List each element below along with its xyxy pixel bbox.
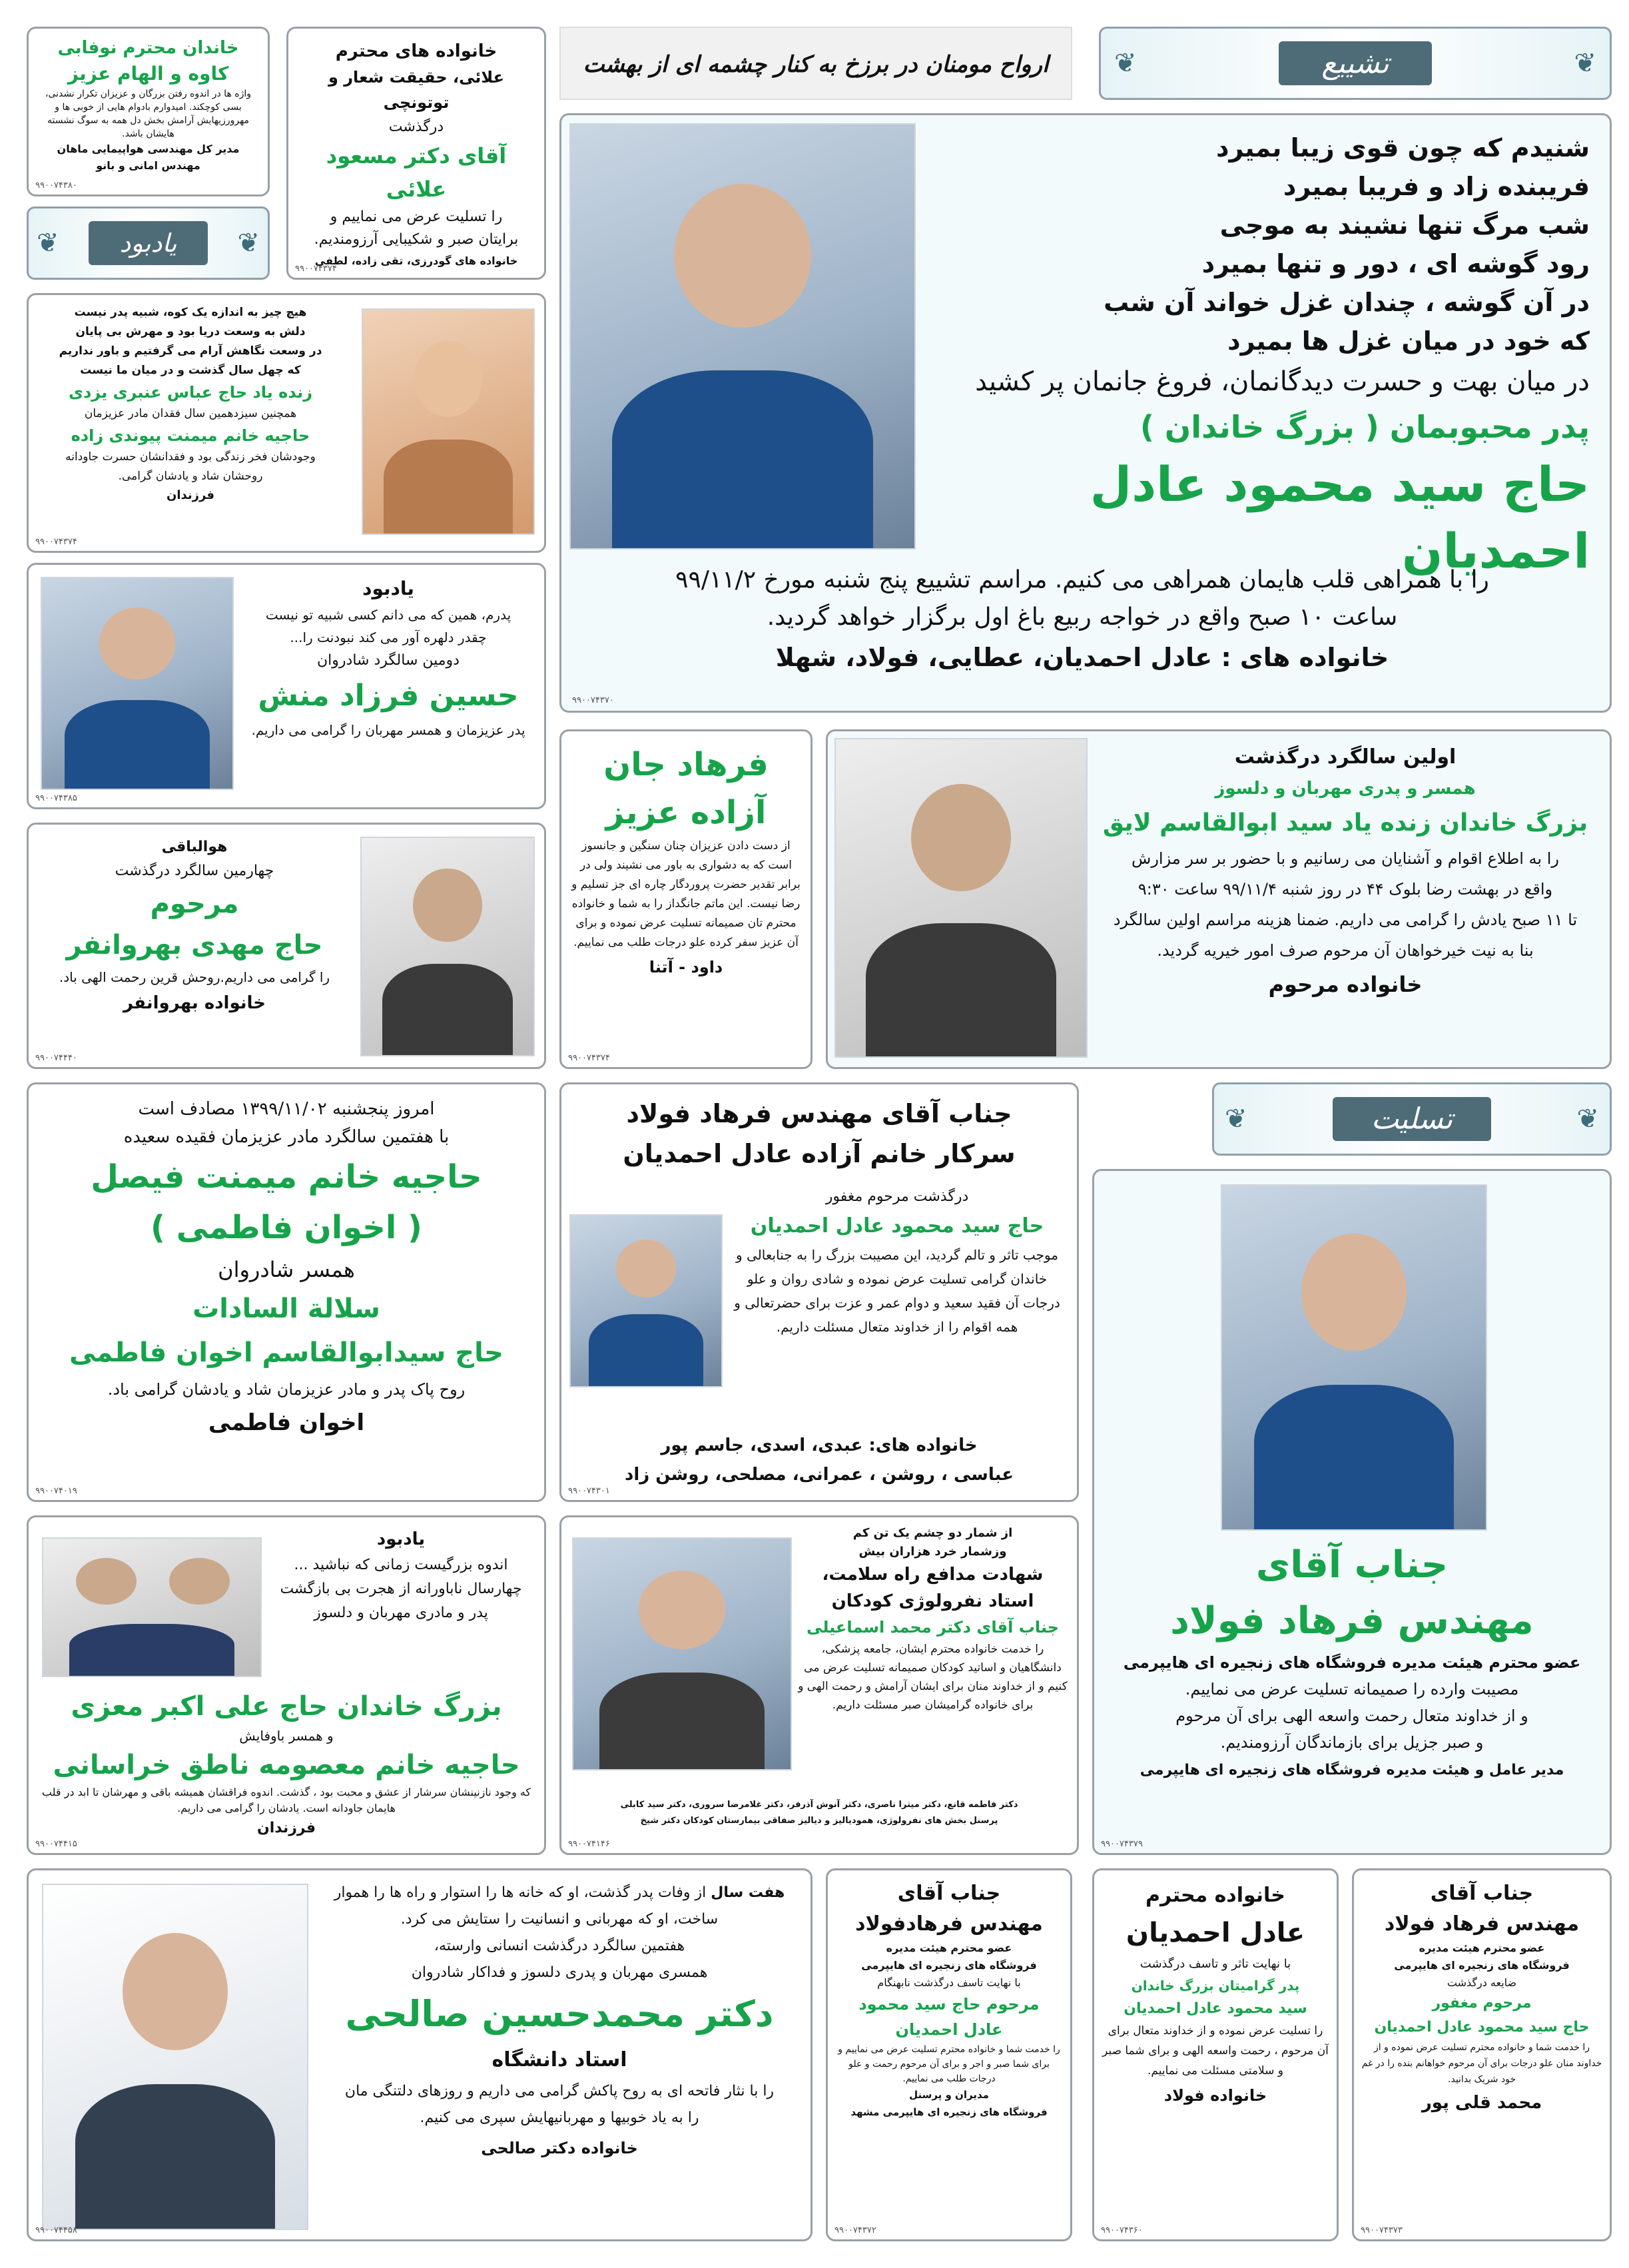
ornament-icon: ❦ [237, 228, 260, 258]
recipient-name: مهندس فرهاد فولاد [1384, 1912, 1580, 1936]
memorial-anbari [27, 293, 546, 553]
notice-text: را به اطلاع اقوام و آشنایان می رسانیم و با حضور بر سر مزارش [1132, 849, 1559, 868]
recipient-name: جناب آقای مهندس فرهاد فولاد [626, 1099, 1012, 1128]
portrait-photo [362, 308, 535, 535]
portrait-photo [360, 837, 535, 1056]
deceased-name: عادل احمدیان [895, 2020, 1003, 2039]
memorial-line: هفتمین سالگرد درگذشت انسانی وارسته، [434, 1938, 685, 1954]
recipient-name: عادل احمدیان [1126, 1918, 1305, 1948]
ad-code: ۹۹۰۰۷۴۳۷۹ [1101, 1839, 1143, 1849]
ornament-icon: ❦ [1114, 48, 1137, 79]
memorial-line: چهارمین سالگرد درگذشت [115, 863, 274, 879]
signer: مدیر کل مهندسی هواپیمایی ماهان [57, 143, 240, 155]
ad-code: ۹۹۰۰۷۴۳۷۳ [1361, 2225, 1403, 2235]
poem-line: در آن گوشه ، چندان غزل خواند آن شب [1104, 288, 1590, 317]
deceased-name: حاج سید محمود عادل احمدیان [1374, 2019, 1590, 2036]
deceased-name: زنده یاد حاج عباس عنبری یزدی [68, 383, 313, 402]
memorial-line-lead: هفت سال [711, 1884, 785, 1901]
memorial-line: همسری مهربان و پدری دلسوز و فداکار شادروان [411, 1964, 708, 1981]
intro-text: در میان بهت و حسرت دیدگانمان، فروغ جانمان پر کشید [975, 366, 1590, 397]
notice-title: یادبود [362, 577, 414, 599]
signer: عباسی ، روشن ، عمرانی، مصلحی، روشن زاد [624, 1465, 1014, 1485]
main-funeral-notice [559, 113, 1612, 713]
deceased-name: حاج سید محمود عادل احمدیان [750, 1214, 1044, 1238]
memorial-moezzi [27, 1515, 546, 1855]
recipient-name: فرهاد جان [603, 746, 769, 783]
ornament-icon: ❦ [37, 228, 59, 258]
memorial-line: را گرامی می داریم.روحش قرین رحمت الهی باد. [59, 969, 330, 985]
notice-text: با نهایت تاثر و تاسف درگذشت [1140, 1957, 1291, 1971]
deceased-name: مرحوم حاج سید محمود [858, 1995, 1040, 2014]
deceased-name: حاج سیدابوالقاسم اخوان فاطمی [69, 1337, 503, 1368]
notice-text: بنا به نیت خیرخواهان آن مرحوم صرف امور خیریه گردید. [1157, 941, 1534, 960]
memorial-line: اندوه بزرگیست زمانی که نباشید ... [294, 1557, 508, 1573]
memorial-line: روح پاک پدر و مادر عزیزمان شاد و یادشان گرامی باد. [107, 1380, 466, 1399]
memorial-line: و همسر باوفایش [239, 1728, 334, 1744]
signer: فرزندان [256, 1820, 316, 1836]
ad-code: ۹۹۰۰۷۴۳۰۱ [568, 1486, 610, 1496]
notice-text: ساعت ۱۰ صبح واقع در خواجه ربیع باغ اول برگزار خواهد گردید. [767, 603, 1398, 631]
notice-text: را خدمت خانواده محترم ایشان، جامعه پزشکی، دانشگاهیان و اساتید کودکان صمیمانه تسلیت عرض می کنیم و از خداوند منان برای ایشان آرامش و رحمت الهی و برای خانواده گرامیشان صبر مسئلت داریم. [798, 1643, 1068, 1712]
memorial-line: پدر و مادری مهربان و دلسوز [314, 1605, 488, 1621]
ad-code: ۹۹۰۰۷۴۴۱۵ [35, 1839, 77, 1849]
deceased-name: حسین فرزاد منش [258, 679, 519, 713]
deceased-name: حاج مهدی بهروانفر [66, 930, 323, 960]
poem-line: شب مرگ تنها نشیند به موجی [1219, 210, 1590, 240]
memorial-line: را با نثار فاتحه ای به روح پاکش گرامی می داریم و روزهای دلتنگی مان [344, 2083, 775, 2099]
signer: خانواده دکتر صالحی [481, 2139, 638, 2157]
deceased-name: حاجیه خانم میمنت پیوندی زاده [71, 426, 310, 445]
memorial-line: هیچ چیز به اندازه یک کوه، شبیه پدر نیست [74, 306, 307, 319]
notice-text: برایتان صبر و شکیبایی آرزومندیم. [314, 231, 519, 248]
ad-code: ۹۹۰۰۷۴۳۸۵ [35, 793, 77, 803]
memorial-line: با هفتمین سالگرد مادر عزیزمان فقیده سعیده [123, 1127, 450, 1147]
deceased-name: مرحوم [150, 889, 239, 919]
memorial-line: دومین سالگرد شادروان [317, 652, 460, 669]
relation-text: پدر محبوبمان ( بزرگ خاندان ) [1140, 409, 1590, 445]
ornament-icon: ❦ [1574, 48, 1596, 79]
portrait-photo [1221, 1184, 1487, 1531]
notice-text: واژه ها در اندوه رفتن بزرگان و عزیزان تکرار نشدنی، بسی کوچکند. امیدوارم بادوام هایی از خوبی ها و مهرورزیهایش آرامش بخش دل همه به سوگ نشسته هایشان باشد. [45, 89, 252, 139]
deceased-name: ( اخوان فاطمی ) [151, 1209, 422, 1246]
ornament-icon: ❦ [1225, 1104, 1247, 1134]
signer: خانواده های گودرزی، تقی زاده، لطفی [314, 254, 518, 267]
deceased-name: جناب آقای دکتر محمد اسماعیلی [807, 1618, 1059, 1637]
recipient-title: جناب آقای [1430, 1882, 1534, 1905]
poem-line: رود گوشه ای ، دور و تنها بمیرد [1201, 249, 1590, 278]
families-signature: خانواده های : عادل احمدیان، عطایی، فولاد، شهلا [775, 643, 1389, 672]
ad-code: ۹۹۰۰۷۴۱۴۶ [568, 1839, 610, 1849]
ad-code: ۹۹۰۰۷۴۳۷۴ [35, 537, 77, 547]
deceased-name: حاجیه خانم میمنت فیصل [91, 1158, 482, 1196]
notice-text: فروشگاه های زنجیره ای هایپرمی [1394, 1959, 1570, 1972]
memorial-farzad-manesh [27, 563, 546, 809]
recipient-title: جناب آقای [897, 1882, 1001, 1905]
signer: خانواده های: عبدی، اسدی، جاسم پور [661, 1435, 978, 1455]
deceased-role: استاد دانشگاه [491, 2048, 627, 2072]
memorial-line: همسر شادروان [218, 1257, 355, 1282]
recipient-name: سرکار خانم آزاده عادل احمدیان [623, 1139, 1016, 1168]
recipient-name: مهندس فرهاد فولاد [1170, 1599, 1534, 1643]
ornament-icon: ❦ [1576, 1104, 1599, 1134]
signer: مدیران و پرسنل [909, 2089, 989, 2101]
memorial-layegh [826, 729, 1612, 1069]
recipient-title: خانواده محترم [1145, 1884, 1285, 1907]
poem-line: شنیدم که چون قوی زیبا بمیرد [1216, 133, 1590, 163]
memorial-line: اولین سالگرد درگذشت [1234, 745, 1457, 769]
notice-text: را تسلیت عرض نموده و از خداوند متعال برای آن مرحوم ، رحمت واسعه الهی و برای شما صبر و سلامتی مسئلت می نماییم. [1102, 2024, 1329, 2078]
notice-text: عضو محترم هیئت مدیره [1419, 1942, 1545, 1954]
deceased-name: پدر گرامیتان بزرگ خاندان [1131, 1978, 1300, 1994]
section-title-tashyi: تشییع [1321, 46, 1389, 81]
couple-photo [42, 1537, 262, 1677]
portrait-photo [569, 123, 916, 550]
portrait-photo [572, 1537, 792, 1770]
notice-text: درگذشت [388, 119, 444, 135]
memorial-salehi [27, 1868, 813, 2241]
notice-text: تا ۱۱ صبح یادش را گرامی می داریم. ضمنا هزینه مراسم اولین سالگرد [1113, 911, 1578, 929]
notice-text: واقع در بهشت رضا بلوک ۴۴ در روز شنبه ۹۹/۱۱/۴ ساعت ۹:۳۰ [1138, 880, 1553, 899]
deceased-name: بزرگ خاندان حاج علی اکبر معزی [71, 1691, 502, 1722]
notice-text: مصیبت وارده را صمیمانه تسلیت عرض می نماییم. [1185, 1680, 1519, 1699]
memorial-line: روحشان شاد و یادشان گرامی. [118, 470, 263, 483]
memorial-line: که چهل سال گذشت و در میان ما نیست [80, 364, 301, 377]
signer: پرسنل بخش های نفرولوژی، همودیالیز و دیالیز صفاقی بیمارستان کودکان دکتر شیخ [640, 1816, 998, 1826]
condolence-farhad-jan [559, 729, 813, 1069]
memorial-line: وجودشان فخر زندگی بود و فقدانشان حسرت جاودانه [65, 450, 316, 464]
notice-text: فروشگاه های زنجیره ای هایپرمی [861, 1959, 1037, 1972]
notice-text: را تسلیت عرض می نماییم و [330, 208, 503, 225]
signer: مهندس امانی و بانو [96, 159, 200, 172]
signer: فرزندان [166, 488, 215, 502]
portrait-photo [834, 738, 1088, 1058]
deceased-name: سید محمود عادل احمدیان [1124, 2000, 1307, 2017]
memorial-line: ساخت، او که مهربانی و انسانیت را ستایش می کرد. [400, 1911, 719, 1928]
notice-text: را خدمت شما و خانواده محترم تسلیت عرض می نماییم و برای شما صبر و اجر و برای آن مرحوم رحمت و علو درجات طلب می نماییم. [838, 2044, 1060, 2084]
memorial-behravanfar [27, 823, 546, 1069]
memorial-line: پدر عزیزمان و همسر مهربان را گرامی می داریم. [251, 722, 525, 738]
recipient-name: مهندس فرهادفولاد [855, 1912, 1043, 1936]
notice-title: یادبود [376, 1529, 426, 1549]
section-banner-yadbood [27, 206, 270, 280]
memorial-line: که وجود نازنینشان سرشار از عشق و محبت بود ، گذشت. اندوه فراقشان همیشه باقی و مهرشان تا ابد در قلب هایمان جاودانه است. یادشان را گرامی می داریم. [41, 1786, 531, 1814]
memorial-line: پدرم، همین که می دانم کسی شبیه تو نیست [265, 607, 511, 623]
notice-text: را خدمت شما و خانواده محترم تسلیت عرض نموده و از خداوند منان علو درجات برای آن مرحوم خواهانم بنده را در غم خود شریک بدانید. [1361, 2042, 1602, 2085]
ad-code: ۹۹۰۰۷۴۳۶۰ [1101, 2225, 1143, 2235]
memorial-line: از شمار دو چشم یک تن کم [852, 1526, 1013, 1540]
notice-title: علائی، حقیقت شعار و توتونچی [328, 68, 505, 112]
signer: دکتر فاطمه قانع، دکتر میترا ناصری، دکتر آنوش آذرفر، دکتر غلامرضا سروری، دکتر سید کابلی [620, 1800, 1018, 1810]
memorial-line: هوالباقی [161, 839, 228, 855]
notice-text: درگذشت مرحوم مغفور [825, 1188, 969, 1205]
memorial-line: را به یاد خوبیها و مهربانیهایش سپری می کنیم. [420, 2109, 699, 2126]
memorial-line: امروز پنجشنبه ۱۳۹۹/۱۱/۰۲ مصادف است [138, 1099, 435, 1119]
section-banner-tashyi [1099, 27, 1612, 100]
memorial-line: استاد نفرولوژی کودکان [831, 1591, 1034, 1611]
memorial-line: وزشمار خرد هزاران بیش [858, 1545, 1007, 1559]
signer: داود - آتنا [649, 958, 723, 976]
notice-text: با نهایت تاسف درگذشت نابهنگام [877, 1976, 1021, 1989]
deceased-name: بزرگ خاندان زنده یاد سید ابوالقاسم لایق [1102, 809, 1588, 837]
deceased-name: سلالة السادات [192, 1294, 380, 1324]
signer: خانواده مرحوم [1268, 972, 1423, 997]
poem-line: که خود در میان غزل ها بمیرد [1227, 326, 1590, 356]
signer: فروشگاه های زنجیره ای هایپرمی مشهد [850, 2106, 1048, 2118]
poem-line: فریبنده زاد و فریبا بمیرد [1283, 172, 1590, 201]
memorial-line: دلش به وسعت دریا بود و مهرش بی پایان [75, 325, 306, 338]
portrait-photo [41, 577, 234, 790]
notice-title: خاندان محترم نوفابی [57, 38, 239, 58]
deceased-name: آقای دکتر مسعود علائی [326, 143, 507, 202]
notice-names: کاوه و الهام عزیز [67, 63, 229, 85]
section-title-tasliat: تسلیت [1371, 1102, 1453, 1136]
ad-code: ۹۹۰۰۷۴۴۵۸ [35, 2225, 77, 2235]
memorial-line: شهادت مدافع راه سلامت، [822, 1565, 1044, 1585]
portrait-photo [42, 1884, 308, 2230]
ad-code: ۹۹۰۰۷۴۳۷۲ [834, 2225, 876, 2235]
ad-code: ۹۹۰۰۷۴۳۷۰ [572, 695, 614, 705]
section-banner-tasliat [1212, 1082, 1612, 1156]
condolence-adel-family [1092, 1868, 1339, 2241]
deceased-name: مرحوم مغفور [1432, 1995, 1532, 2012]
memorial-line: همچنین سیزدهمین سال فقدان مادر عزیزمان [84, 407, 297, 420]
signer: خانواده بهروانفر [123, 993, 266, 1013]
memorial-line: در وسعت نگاهش آرام می گرفتیم و باور نداریم [59, 344, 322, 358]
notice-title: خانواده های محترم [335, 41, 497, 61]
memorial-line: چقدر دلهره آور می کند نبودنت را... [290, 629, 487, 645]
condolence-esmaeili [559, 1515, 1079, 1855]
recipient-title: جناب آقای [1255, 1543, 1449, 1587]
memorial-line: از وفات پدر گذشت، او که خانه ها را استوار و راه ها را هموار [334, 1884, 707, 1901]
deceased-name: حاج سید محمود عادل احمدیان [1090, 456, 1590, 579]
signer: مدیر عامل و هیئت مدیره فروشگاه های زنجیره ای هایپرمی [1140, 1762, 1564, 1778]
condolence-nofabi [27, 27, 270, 196]
notice-text: موجب تاثر و تالم گردید، این مصیبت بزرگ را به جنابعالی و خاندان گرامی تسلیت عرض نموده و شادی روان و علو درجات آن فقید سعید و دوام عمر و عزت برای حضرتعالی و همه اقوام را از خداوند متعال مسئلت داریم. [734, 1247, 1060, 1335]
condolence-fooladi-center [559, 1082, 1079, 1502]
condolence-hyperme-staff [826, 1868, 1072, 2241]
memorial-line: همسر و پدری مهربان و دلسوز [1215, 779, 1476, 799]
ad-code: ۹۹۰۰۷۴۰۱۹ [35, 1486, 77, 1496]
notice-text: ضایعه درگذشت [1447, 1976, 1517, 1989]
memorial-feisal [27, 1082, 546, 1502]
notice-text: عضو محترم هیئت مدیره [886, 1942, 1012, 1954]
ad-code: ۹۹۰۰۷۴۳۷۴ [568, 1053, 610, 1063]
condolence-alaei [286, 27, 546, 280]
notice-text: و از خداوند متعال رحمت واسعه الهی برای آن مرحوم [1175, 1706, 1528, 1725]
notice-text: را با همراهی قلب هایمان همراهی می کنیم. مراسم تشییع پنج شنبه مورخ ۹۹/۱۱/۲ [675, 566, 1489, 593]
signer: خانواده فولاد [1163, 2086, 1267, 2105]
ad-code: ۹۹۰۰۷۴۳۷۴ [295, 264, 337, 274]
notice-text: از دست دادن عزیزان چنان سنگین و جانسوز است که به دشواری به باور می نشیند ولی در برابر تقدیر حضرت پروردگار چاره ای جز تسلیم و رضا نیست. این ماتم جانگداز را به شما و خانواده محترم تان صمیمانه تسلیت عرض نموده و برای آن عزیز سفر کرده علو درجات طلب می نماییم. [571, 839, 801, 949]
signer: محمد قلی پور [1421, 2093, 1542, 2113]
portrait-photo [569, 1214, 723, 1387]
deceased-name: دکتر محمدحسین صالحی [345, 1993, 774, 2035]
section-title-yadbood: یادبود [119, 228, 177, 258]
deceased-name: حاجیه خانم معصومه ناطق خراسانی [53, 1750, 520, 1780]
condolence-hyperme-board [1092, 1169, 1612, 1855]
recipient-name: آزاده عزیز [605, 794, 767, 831]
notice-text: عضو محترم هیئت مدیره فروشگاه های زنجیره ای هایپرمی [1123, 1653, 1581, 1672]
signer: اخوان فاطمی [208, 1409, 365, 1436]
memorial-line: چهارسال ناباورانه از هجرت بی بازگشت [280, 1581, 522, 1597]
notice-text: و صبر جزیل برای بازماندگان آرزومندیم. [1220, 1733, 1484, 1752]
ad-code: ۹۹۰۰۷۴۳۸۰ [35, 181, 77, 190]
condolence-gholipoor [1352, 1868, 1612, 2241]
page-headline: ارواح مومنان در برزخ به کنار چشمه ای از بهشت [559, 27, 1072, 100]
ad-code: ۹۹۰۰۷۴۴۴۰ [35, 1053, 77, 1063]
